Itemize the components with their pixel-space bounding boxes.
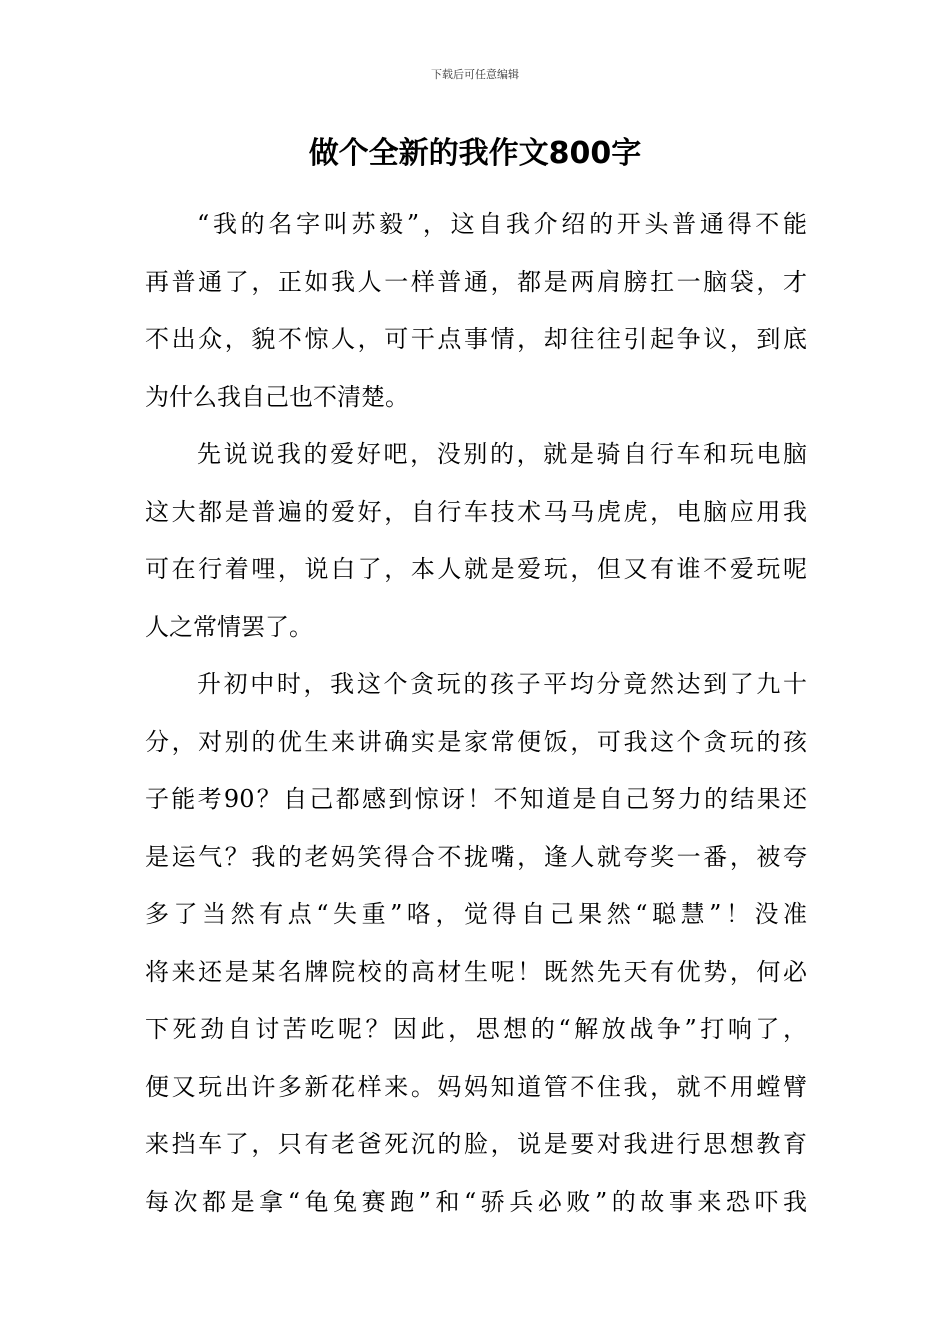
paragraph-line: “我的名字叫苏毅”，这自我介绍的开头普通得不能 bbox=[197, 210, 807, 238]
paragraph-line: 子能考90？自己都感到惊讶！不知道是自己努力的结果还 bbox=[145, 785, 807, 813]
paragraph-line: 下死劲自讨苦吃呢？因此，思想的“解放战争”打响了， bbox=[145, 1015, 807, 1043]
paragraph-line: 分，对别的优生来讲确实是家常便饭，可我这个贪玩的孩 bbox=[145, 727, 807, 756]
paragraph-line: 升初中时，我这个贪玩的孩子平均分竟然达到了九十 bbox=[197, 670, 807, 698]
paragraph-line: 是运气？我的老妈笑得合不拢嘴，逢人就夸奖一番，被夸 bbox=[145, 842, 807, 871]
paragraph-line: 将来还是某名牌院校的高材生呢！既然先天有优势，何必 bbox=[145, 957, 807, 986]
paragraph-line: 每次都是拿“龟兔赛跑”和“骄兵必败”的故事来恐吓我 bbox=[145, 1187, 807, 1216]
header-note: 下载后可任意编辑 bbox=[431, 68, 519, 81]
page-title: 做个全新的我作文800字 bbox=[308, 136, 642, 171]
paragraph-line: 这大都是普遍的爱好，自行车技术马马虎虎，电脑应用我 bbox=[145, 497, 807, 526]
paragraph-line: 人之常情罢了。 bbox=[145, 612, 313, 641]
paragraph-line: 先说说我的爱好吧，没别的，就是骑自行车和玩电脑 bbox=[197, 440, 807, 468]
paragraph-line: 可在行着哩，说白了，本人就是爱玩，但又有谁不爱玩呢 bbox=[145, 555, 807, 583]
document-body bbox=[145, 196, 807, 1231]
paragraph-line: 不出众，貌不惊人，可干点事情，却往往引起争议，到底 bbox=[145, 325, 807, 353]
paragraph-line: 来挡车了，只有老爸死沉的脸，说是要对我进行思想教育 bbox=[145, 1130, 807, 1158]
paragraph-line: 多了当然有点“失重”咯，觉得自己果然“聪慧”！没准 bbox=[145, 900, 807, 928]
paragraph-line: 再普通了，正如我人一样普通，都是两肩膀扛一脑袋，才 bbox=[145, 267, 807, 296]
paragraph-line: 为什么我自己也不清楚。 bbox=[145, 382, 409, 411]
paragraph-1 bbox=[145, 196, 807, 426]
paragraph-3 bbox=[145, 656, 807, 1231]
paragraph-2 bbox=[145, 426, 807, 656]
paragraph-line: 便又玩出许多新花样来。妈妈知道管不住我，就不用螳臂 bbox=[145, 1072, 807, 1101]
